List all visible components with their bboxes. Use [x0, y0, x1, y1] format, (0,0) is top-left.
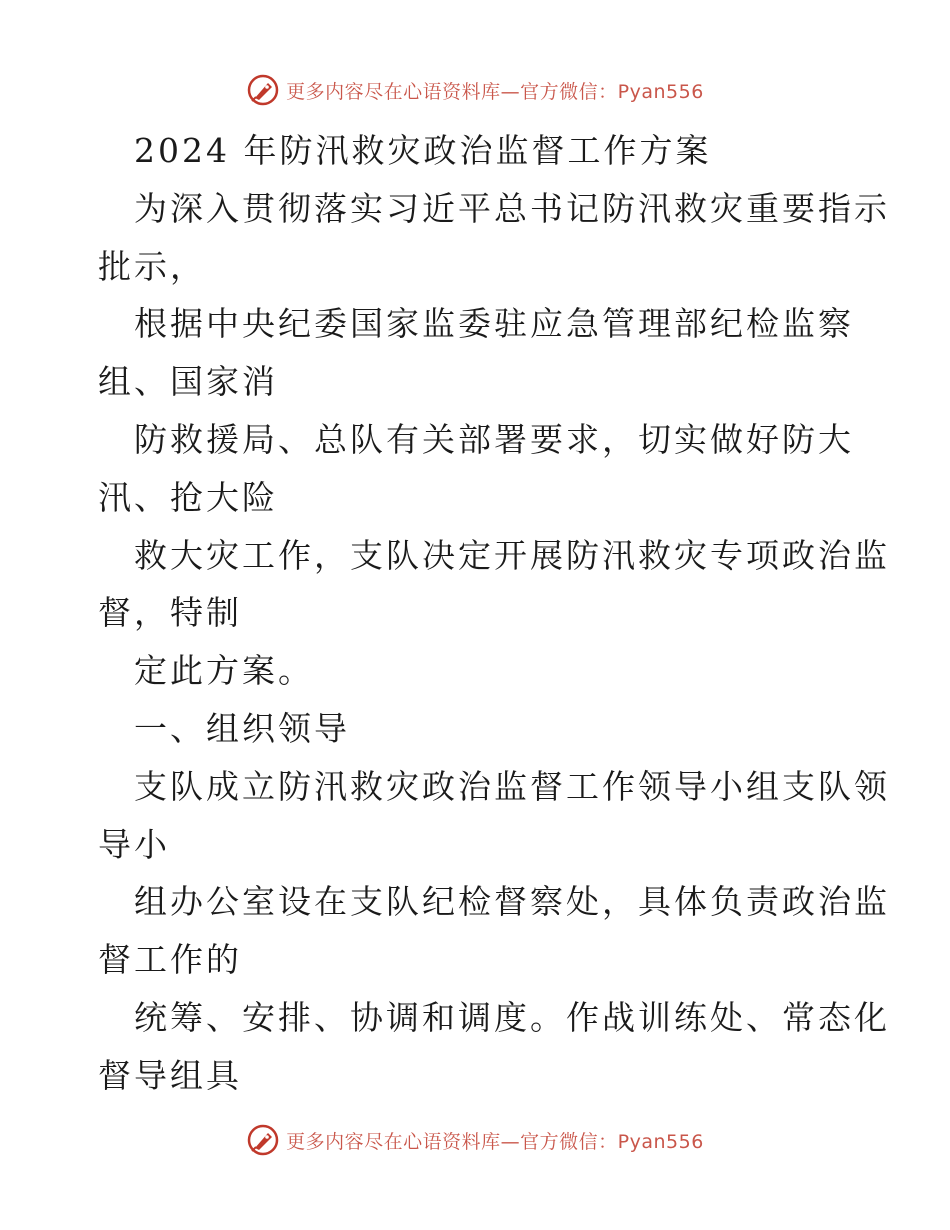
text-line: 定此方案。	[134, 651, 314, 691]
text-line: 组、国家消	[98, 362, 278, 402]
text-line: 救大灾工作，支队决定开展防汛救灾专项政治监	[134, 535, 890, 575]
text-line: 统筹、安排、协调和调度。作战训练处、常态化	[134, 997, 890, 1037]
footer-watermark	[0, 1120, 950, 1160]
text-line: 督，特制	[98, 593, 242, 633]
document-body	[98, 122, 890, 1105]
text-line: 根据中央纪委国家监委驻应急管理部纪检监察	[134, 304, 854, 344]
watermark-text: 更多内容尽在心语资料库—官方微信：Pyan556	[286, 1130, 704, 1153]
text-line: 防救援局、总队有关部署要求，切实做好防大	[134, 419, 854, 459]
text-line: 督导组具	[98, 1055, 242, 1095]
text-line: 组办公室设在支队纪检督察处，具体负责政治监	[134, 882, 890, 922]
watermark-text: 更多内容尽在心语资料库—官方微信：Pyan556	[286, 80, 704, 103]
text-line: 导小	[98, 824, 170, 864]
header-watermark	[0, 70, 950, 110]
pen-nib-logo-icon	[246, 1123, 280, 1157]
text-line: 一、组织领导	[134, 708, 350, 748]
text-line: 支队成立防汛救灾政治监督工作领导小组支队领	[134, 766, 890, 806]
document-title: 2024 年防汛救灾政治监督工作方案	[134, 131, 712, 170]
text-line: 汛、抢大险	[98, 477, 278, 517]
text-line: 批示，	[98, 246, 206, 286]
text-line: 督工作的	[98, 940, 242, 980]
pen-nib-logo-icon	[246, 73, 280, 107]
text-line: 为深入贯彻落实习近平总书记防汛救灾重要指示	[134, 188, 890, 228]
